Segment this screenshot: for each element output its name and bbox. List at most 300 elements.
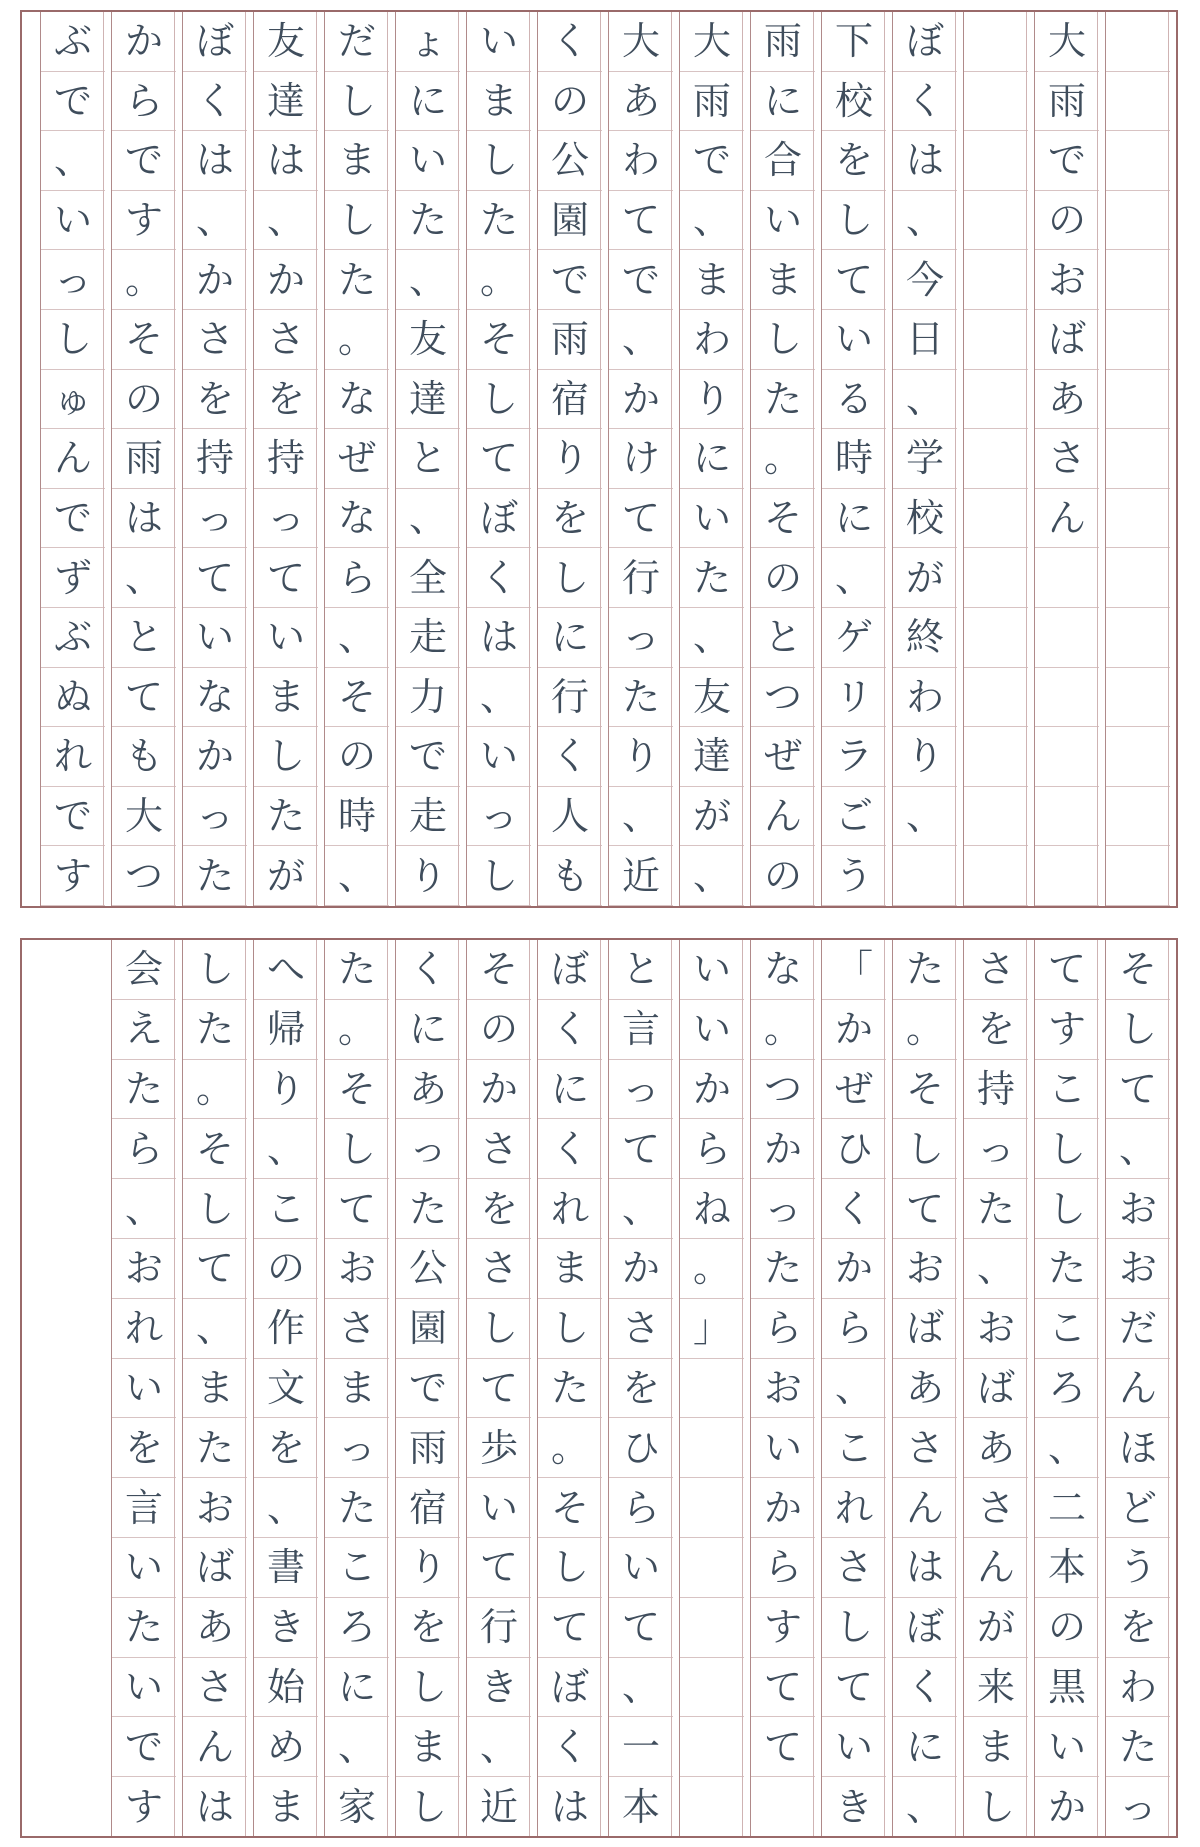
grid-cell: 達 xyxy=(254,72,318,132)
grid-cell: す xyxy=(41,846,105,906)
grid-cell: か xyxy=(254,250,318,310)
grid-cell: わ xyxy=(609,131,673,191)
grid-cell: 、 xyxy=(609,787,673,847)
grid-cell xyxy=(1106,846,1170,906)
grid-cell: え xyxy=(112,1000,176,1060)
grid-cell: て xyxy=(254,548,318,608)
grid-cell: い xyxy=(396,131,460,191)
grid-cell: て xyxy=(467,1359,531,1419)
grid-cell: い xyxy=(680,489,744,549)
grid-cell: そ xyxy=(467,310,531,370)
grid-cell xyxy=(1106,131,1170,191)
grid-cell: く xyxy=(538,1717,602,1777)
grid-cell: が xyxy=(893,548,957,608)
grid-cell: し xyxy=(325,72,389,132)
grid-cell xyxy=(964,429,1028,489)
grid-cell: あ xyxy=(893,1359,957,1419)
grid-cell: 言 xyxy=(112,1478,176,1538)
grid-cell: は xyxy=(893,131,957,191)
grid-cell: 行 xyxy=(538,668,602,728)
grid-cell: ま xyxy=(183,1359,247,1419)
grid-cell: ば xyxy=(183,1538,247,1598)
grid-cell: は xyxy=(538,1777,602,1837)
grid-cell: こ xyxy=(325,1538,389,1598)
grid-cell: 持 xyxy=(183,429,247,489)
grid-cell: り xyxy=(396,846,460,906)
grid-cell: お xyxy=(1106,1239,1170,1299)
grid-cell: し xyxy=(467,131,531,191)
grid-cell: 文 xyxy=(254,1359,318,1419)
grid-cell: っ xyxy=(609,1060,673,1120)
grid-cell: っ xyxy=(396,1119,460,1179)
grid-cell: 、 xyxy=(112,548,176,608)
grid-cell xyxy=(893,846,957,906)
grid-cell: だ xyxy=(1106,1299,1170,1359)
grid-cell: た xyxy=(325,1478,389,1538)
grid-cell: お xyxy=(183,1478,247,1538)
grid-cell xyxy=(1106,12,1170,72)
grid-cell: ん xyxy=(1035,489,1099,549)
grid-cell: 雨 xyxy=(112,429,176,489)
grid-cell: た xyxy=(609,668,673,728)
grid-cell: わ xyxy=(893,668,957,728)
grid-cell: ね xyxy=(680,1179,744,1239)
grid-cell: 大 xyxy=(112,787,176,847)
grid-cell: さ xyxy=(183,310,247,370)
grid-cell: 。 xyxy=(538,1418,602,1478)
grid-cell: そ xyxy=(538,1478,602,1538)
grid-cell: の xyxy=(538,72,602,132)
grid-cell: て xyxy=(112,668,176,728)
top-sheet-column xyxy=(466,12,537,906)
grid-cell: 力 xyxy=(396,668,460,728)
grid-cell: が xyxy=(680,787,744,847)
grid-cell: 。 xyxy=(325,310,389,370)
grid-cell: て xyxy=(183,548,247,608)
grid-cell: し xyxy=(1035,1119,1099,1179)
grid-cell: ま xyxy=(254,1777,318,1837)
top-sheet-column xyxy=(111,12,182,906)
grid-cell: を xyxy=(1106,1598,1170,1658)
grid-cell: 時 xyxy=(822,429,886,489)
grid-cell: れ xyxy=(538,1179,602,1239)
grid-cell: し xyxy=(254,727,318,787)
top-sheet-column xyxy=(821,12,892,906)
grid-cell: い xyxy=(112,1658,176,1718)
grid-cell: 、 xyxy=(325,1717,389,1777)
grid-cell: し xyxy=(41,310,105,370)
grid-cell: た xyxy=(751,1239,815,1299)
bottom-sheet-column xyxy=(324,940,395,1836)
grid-cell: て xyxy=(467,429,531,489)
grid-cell: と xyxy=(609,940,673,1000)
grid-cell: 達 xyxy=(680,727,744,787)
grid-cell: そ xyxy=(183,1119,247,1179)
grid-cell: と xyxy=(396,429,460,489)
grid-cell: は xyxy=(254,131,318,191)
grid-cell: 帰 xyxy=(254,1000,318,1060)
grid-cell: ょ xyxy=(396,12,460,72)
grid-cell: 。 xyxy=(325,1000,389,1060)
grid-cell xyxy=(751,1777,815,1837)
grid-cell: が xyxy=(964,1598,1028,1658)
grid-cell: 、 xyxy=(325,608,389,668)
grid-cell: し xyxy=(751,310,815,370)
grid-cell: に xyxy=(325,1658,389,1718)
grid-cell: は xyxy=(893,1538,957,1598)
grid-cell: た xyxy=(396,1179,460,1239)
grid-cell: の xyxy=(325,727,389,787)
grid-cell: ま xyxy=(467,72,531,132)
bottom-sheet-column xyxy=(821,940,892,1836)
grid-cell: た xyxy=(254,787,318,847)
grid-cell: っ xyxy=(751,1179,815,1239)
grid-cell: な xyxy=(751,940,815,1000)
grid-cell: た xyxy=(1106,1717,1170,1777)
grid-cell: ま xyxy=(964,1717,1028,1777)
grid-cell xyxy=(1106,72,1170,132)
grid-cell: 二 xyxy=(1035,1478,1099,1538)
bottom-sheet-column xyxy=(750,940,821,1836)
grid-cell: に xyxy=(396,1000,460,1060)
grid-cell: 、 xyxy=(893,370,957,430)
grid-cell: す xyxy=(112,1777,176,1837)
grid-cell: い xyxy=(467,12,531,72)
grid-cell: る xyxy=(822,370,886,430)
grid-cell: も xyxy=(538,846,602,906)
bottom-sheet-column xyxy=(182,940,253,1836)
grid-cell: て xyxy=(325,1179,389,1239)
grid-cell: 、 xyxy=(183,191,247,251)
grid-cell: く xyxy=(893,72,957,132)
grid-cell: 学 xyxy=(893,429,957,489)
top-sheet-column xyxy=(40,12,111,906)
grid-cell: し xyxy=(538,1538,602,1598)
grid-cell: く xyxy=(183,72,247,132)
grid-cell: し xyxy=(467,370,531,430)
grid-cell xyxy=(1106,250,1170,310)
grid-cell: て xyxy=(751,1658,815,1718)
grid-cell: 、 xyxy=(396,489,460,549)
grid-cell: ゲ xyxy=(822,608,886,668)
grid-cell: と xyxy=(112,608,176,668)
grid-cell: て xyxy=(538,1598,602,1658)
grid-cell: を xyxy=(467,1179,531,1239)
grid-cell: で xyxy=(41,489,105,549)
grid-cell: 友 xyxy=(396,310,460,370)
grid-cell: 、 xyxy=(467,668,531,728)
grid-cell: 。 xyxy=(751,429,815,489)
grid-cell: に xyxy=(680,429,744,489)
grid-cell: へ xyxy=(254,940,318,1000)
grid-cell xyxy=(1035,846,1099,906)
grid-cell: て xyxy=(1035,940,1099,1000)
grid-cell: ぶ xyxy=(41,608,105,668)
grid-cell: お xyxy=(325,1239,389,1299)
grid-cell: ら xyxy=(751,1299,815,1359)
grid-cell: し xyxy=(396,1658,460,1718)
grid-cell: ら xyxy=(609,1478,673,1538)
grid-cell: 、 xyxy=(680,846,744,906)
grid-cell: ん xyxy=(893,1478,957,1538)
grid-cell: て xyxy=(609,1119,673,1179)
grid-cell xyxy=(680,1359,744,1419)
grid-cell: ひ xyxy=(822,1119,886,1179)
grid-cell: は xyxy=(467,608,531,668)
grid-cell xyxy=(1106,727,1170,787)
top-sheet-column xyxy=(537,12,608,906)
grid-cell: 達 xyxy=(396,370,460,430)
grid-cell: だ xyxy=(325,12,389,72)
grid-cell: こ xyxy=(822,1418,886,1478)
grid-cell: り xyxy=(396,1538,460,1598)
grid-cell: た xyxy=(112,1598,176,1658)
grid-cell: ん xyxy=(964,1538,1028,1598)
grid-cell: さ xyxy=(254,310,318,370)
grid-cell: い xyxy=(1035,1717,1099,1777)
grid-cell: か xyxy=(609,1239,673,1299)
grid-cell: し xyxy=(467,846,531,906)
grid-cell: い xyxy=(609,1538,673,1598)
grid-cell: か xyxy=(680,1060,744,1120)
top-sheet-column xyxy=(679,12,750,906)
grid-cell: 下 xyxy=(822,12,886,72)
grid-cell xyxy=(680,1598,744,1658)
grid-cell: っ xyxy=(325,1418,389,1478)
grid-cell: 、 xyxy=(112,1179,176,1239)
grid-cell: 大 xyxy=(680,12,744,72)
grid-cell: さ xyxy=(467,1239,531,1299)
grid-cell: く xyxy=(893,1658,957,1718)
grid-cell: し xyxy=(964,1777,1028,1837)
grid-cell: れ xyxy=(112,1299,176,1359)
grid-cell: ご xyxy=(822,787,886,847)
grid-cell: い xyxy=(467,727,531,787)
grid-cell: ん xyxy=(751,787,815,847)
grid-cell: ら xyxy=(680,1119,744,1179)
grid-cell: 、 xyxy=(893,191,957,251)
grid-cell: さ xyxy=(325,1299,389,1359)
grid-cell: 家 xyxy=(325,1777,389,1837)
grid-cell: ろ xyxy=(1035,1359,1099,1419)
grid-cell: ろ xyxy=(325,1598,389,1658)
grid-cell: い xyxy=(751,191,815,251)
grid-cell: し xyxy=(183,940,247,1000)
grid-cell: し xyxy=(893,1119,957,1179)
bottom-sheet-column xyxy=(892,940,963,1836)
grid-cell: く xyxy=(538,12,602,72)
grid-cell: し xyxy=(396,1777,460,1837)
grid-cell xyxy=(964,668,1028,728)
grid-cell: は xyxy=(183,1777,247,1837)
top-sheet-column xyxy=(253,12,324,906)
grid-cell: を xyxy=(538,489,602,549)
grid-cell: り xyxy=(609,727,673,787)
grid-cell: ぼ xyxy=(183,12,247,72)
grid-cell: わ xyxy=(680,310,744,370)
grid-cell: を xyxy=(183,370,247,430)
grid-cell: 時 xyxy=(325,787,389,847)
grid-cell: あ xyxy=(1035,370,1099,430)
grid-cell: で xyxy=(609,250,673,310)
grid-cell: 歩 xyxy=(467,1418,531,1478)
grid-cell: 。 xyxy=(183,1060,247,1120)
grid-cell: あ xyxy=(396,1060,460,1120)
grid-cell: 行 xyxy=(467,1598,531,1658)
grid-cell: い xyxy=(751,1418,815,1478)
grid-cell: で xyxy=(112,131,176,191)
grid-cell: あ xyxy=(183,1598,247,1658)
grid-cell: 、 xyxy=(396,250,460,310)
grid-cell: て xyxy=(751,1717,815,1777)
manuscript-sheet-top xyxy=(20,10,1178,908)
grid-cell: い xyxy=(680,1000,744,1060)
grid-cell: と xyxy=(751,608,815,668)
grid-cell: 人 xyxy=(538,787,602,847)
bottom-sheet-column xyxy=(537,940,608,1836)
grid-cell: に xyxy=(822,489,886,549)
grid-cell: 、 xyxy=(609,1658,673,1718)
grid-cell: か xyxy=(609,370,673,430)
grid-cell: ま xyxy=(538,1239,602,1299)
grid-cell: 雨 xyxy=(1035,72,1099,132)
grid-cell: す xyxy=(751,1598,815,1658)
grid-cell: を xyxy=(112,1418,176,1478)
grid-cell: 。 xyxy=(680,1239,744,1299)
grid-cell: し xyxy=(1035,1179,1099,1239)
grid-cell xyxy=(1106,191,1170,251)
grid-cell: 本 xyxy=(1035,1538,1099,1598)
grid-cell xyxy=(964,727,1028,787)
grid-cell: 、 xyxy=(1106,1119,1170,1179)
grid-cell: 持 xyxy=(254,429,318,489)
grid-cell xyxy=(1106,608,1170,668)
grid-cell: 大 xyxy=(1035,12,1099,72)
grid-cell: っ xyxy=(1106,1777,1170,1837)
grid-cell: て xyxy=(609,191,673,251)
grid-cell xyxy=(1035,668,1099,728)
grid-cell xyxy=(680,1538,744,1598)
bottom-sheet-column xyxy=(963,940,1034,1836)
grid-cell: す xyxy=(112,191,176,251)
grid-cell: っ xyxy=(183,489,247,549)
top-sheet-column xyxy=(1034,12,1105,906)
grid-cell: の xyxy=(751,846,815,906)
grid-cell: 黒 xyxy=(1035,1658,1099,1718)
grid-cell: き xyxy=(822,1777,886,1837)
grid-cell: め xyxy=(254,1717,318,1777)
grid-cell: く xyxy=(538,727,602,787)
grid-cell: ぼ xyxy=(467,489,531,549)
grid-cell: の xyxy=(1035,191,1099,251)
grid-cell: 全 xyxy=(396,548,460,608)
manuscript-sheet-bottom xyxy=(20,938,1178,1838)
grid-cell xyxy=(680,1478,744,1538)
grid-cell: 、 xyxy=(183,1299,247,1359)
grid-cell: を xyxy=(822,131,886,191)
grid-cell: ぜ xyxy=(822,1060,886,1120)
grid-cell: 終 xyxy=(893,608,957,668)
grid-cell: さ xyxy=(1035,429,1099,489)
grid-cell: 、 xyxy=(680,191,744,251)
grid-cell: に xyxy=(396,72,460,132)
grid-cell: 走 xyxy=(396,787,460,847)
grid-cell: 日 xyxy=(893,310,957,370)
grid-cell: 今 xyxy=(893,250,957,310)
grid-cell: ぼ xyxy=(538,1658,602,1718)
grid-cell: こ xyxy=(1035,1299,1099,1359)
grid-cell: こ xyxy=(254,1179,318,1239)
grid-cell: 公 xyxy=(396,1239,460,1299)
grid-cell: お xyxy=(112,1239,176,1299)
grid-cell: そ xyxy=(325,668,389,728)
grid-cell: の xyxy=(467,1000,531,1060)
top-sheet-column xyxy=(892,12,963,906)
grid-cell xyxy=(964,131,1028,191)
grid-cell: き xyxy=(467,1658,531,1718)
grid-cell: さ xyxy=(822,1538,886,1598)
grid-cell: さ xyxy=(609,1299,673,1359)
grid-cell: た xyxy=(112,1060,176,1120)
grid-cell: 、 xyxy=(893,1777,957,1837)
grid-cell: た xyxy=(751,370,815,430)
grid-cell: 近 xyxy=(609,846,673,906)
grid-cell: で xyxy=(112,1717,176,1777)
grid-cell: そ xyxy=(1106,940,1170,1000)
grid-cell: ま xyxy=(751,250,815,310)
grid-cell: 友 xyxy=(680,668,744,728)
grid-cell: り xyxy=(893,727,957,787)
grid-cell: 、 xyxy=(680,608,744,668)
grid-cell: そ xyxy=(467,940,531,1000)
grid-cell: リ xyxy=(822,668,886,728)
grid-cell: ず xyxy=(41,548,105,608)
grid-cell: 公 xyxy=(538,131,602,191)
grid-cell: な xyxy=(325,489,389,549)
grid-cell: た xyxy=(893,940,957,1000)
grid-cell xyxy=(1106,310,1170,370)
grid-cell: か xyxy=(183,727,247,787)
grid-cell: け xyxy=(609,429,673,489)
grid-cell: な xyxy=(325,370,389,430)
grid-cell: ま xyxy=(396,1717,460,1777)
grid-cell: た xyxy=(183,846,247,906)
grid-cell: た xyxy=(680,548,744,608)
grid-cell: き xyxy=(254,1598,318,1658)
grid-cell: ぼ xyxy=(538,940,602,1000)
grid-cell: 、 xyxy=(964,1239,1028,1299)
grid-cell: い xyxy=(254,608,318,668)
grid-cell: 、 xyxy=(325,846,389,906)
top-sheet-margin xyxy=(22,12,40,906)
grid-cell: 言 xyxy=(609,1000,673,1060)
grid-cell: ま xyxy=(325,1359,389,1419)
grid-cell xyxy=(1106,429,1170,489)
grid-cell: 宿 xyxy=(396,1478,460,1538)
grid-cell: は xyxy=(112,489,176,549)
top-sheet-column xyxy=(324,12,395,906)
grid-cell xyxy=(1035,727,1099,787)
grid-cell: し xyxy=(325,1119,389,1179)
grid-cell xyxy=(964,787,1028,847)
grid-cell: 作 xyxy=(254,1299,318,1359)
grid-cell: で xyxy=(41,787,105,847)
grid-cell: い xyxy=(822,1717,886,1777)
grid-cell: 宿 xyxy=(538,370,602,430)
grid-cell: た xyxy=(325,940,389,1000)
grid-cell: そ xyxy=(751,489,815,549)
grid-cell: で xyxy=(538,250,602,310)
